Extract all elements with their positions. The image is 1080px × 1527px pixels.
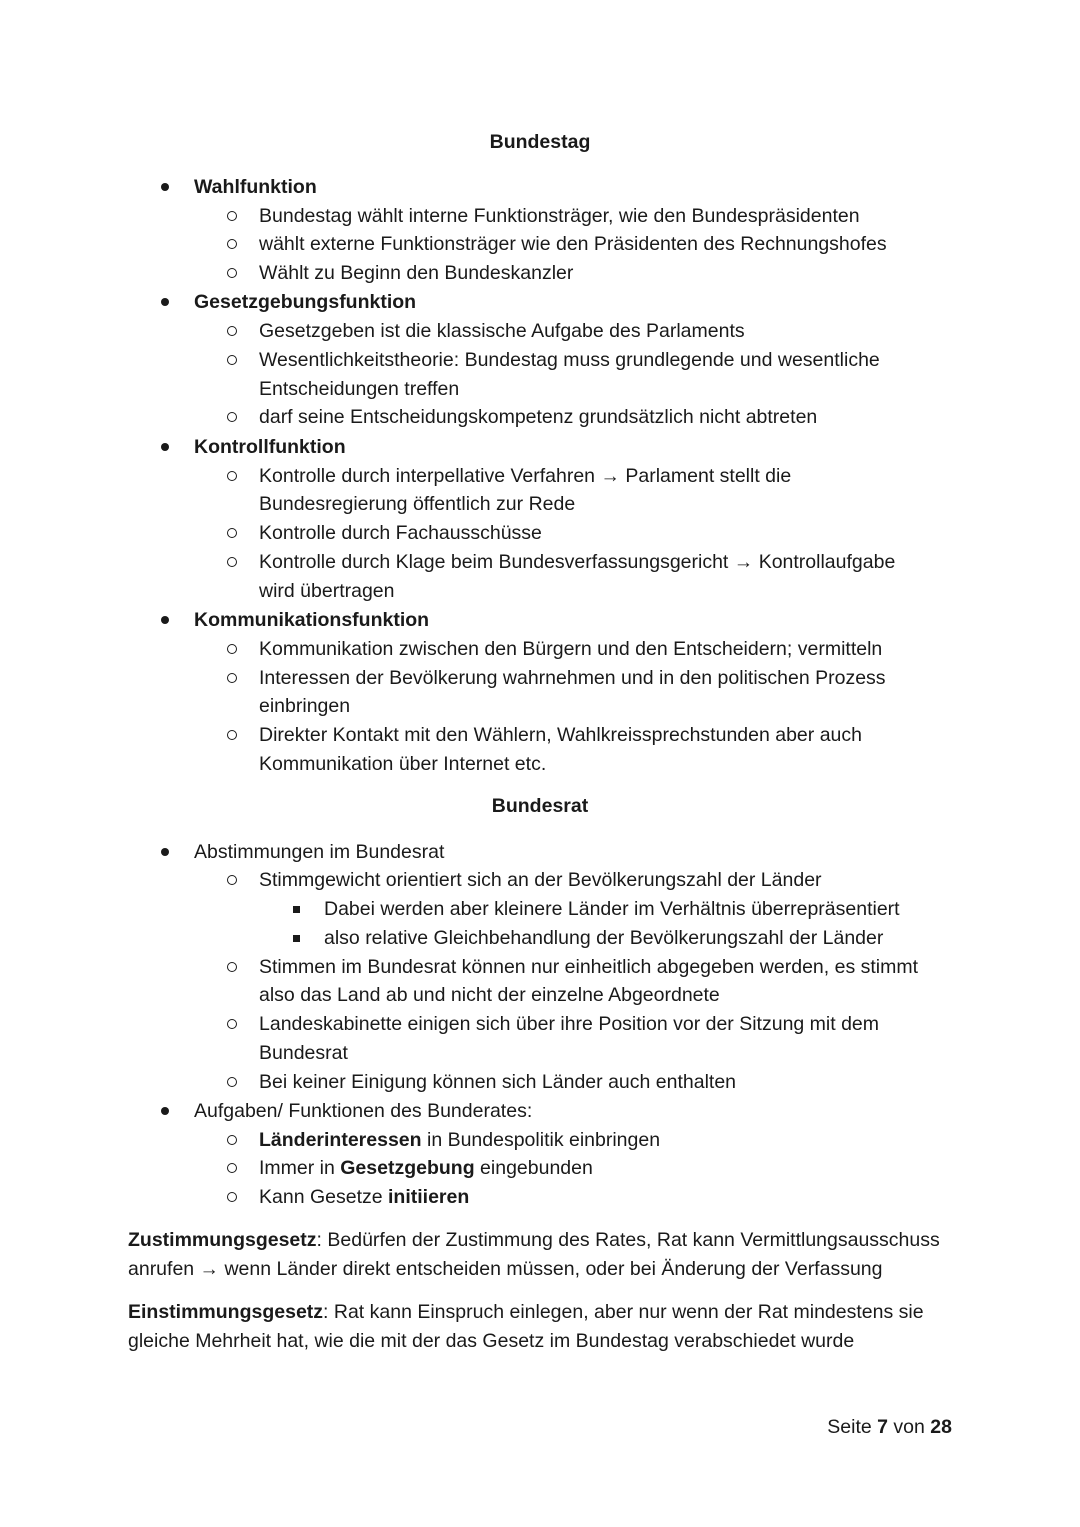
list-item: Interessen der Bevölkerung wahrnehmen und in den politischen Prozess bbox=[259, 667, 886, 689]
list-item: Landeskabinette einigen sich über ihre Position vor der Sitzung mit dem bbox=[259, 1013, 880, 1035]
heading-abstimmungen: Abstimmungen im Bundesrat bbox=[194, 841, 445, 863]
bullet-icon bbox=[158, 1097, 172, 1126]
list-item: Bei keiner Einigung können sich Länder auch enthalten bbox=[259, 1071, 737, 1093]
text: Kann Gesetze bbox=[259, 1186, 388, 1208]
definition-continuation: anrufen → wenn Länder direkt entscheiden müssen, oder bei Änderung der Verfassung bbox=[128, 1258, 883, 1280]
circle-bullet-icon bbox=[226, 1154, 240, 1183]
term: Einstimmungsgesetz bbox=[128, 1301, 324, 1323]
text: : Rat kann Einspruch einlegen, aber nur wenn der Rat mindestens sie bbox=[323, 1301, 924, 1323]
bullet-icon bbox=[158, 838, 172, 867]
circle-bullet-icon bbox=[226, 519, 240, 548]
list-item-continuation: also das Land ab und nicht der einzelne Abgeordnete bbox=[259, 984, 720, 1006]
circle-bullet-icon bbox=[226, 548, 240, 577]
page-number bbox=[827, 1413, 952, 1441]
text: Immer in bbox=[259, 1157, 341, 1179]
list-item: Gesetzgeben ist die klassische Aufgabe des Parlaments bbox=[259, 320, 745, 342]
square-bullet-icon bbox=[292, 924, 304, 953]
circle-bullet-icon bbox=[226, 230, 240, 259]
list-item: Stimmen im Bundesrat können nur einheitlich abgegeben werden, es stimmt bbox=[259, 956, 919, 978]
list-item: darf seine Entscheidungskompetenz grundsätzlich nicht abtreten bbox=[259, 406, 818, 428]
circle-bullet-icon bbox=[226, 346, 240, 375]
circle-bullet-icon bbox=[226, 635, 240, 664]
list-item: Wesentlichkeitstheorie: Bundestag muss grundlegende und wesentliche bbox=[259, 349, 880, 371]
list-item: Wählt zu Beginn den Bundeskanzler bbox=[259, 262, 574, 284]
circle-bullet-icon bbox=[226, 259, 240, 288]
list-item: Kontrolle durch Klage beim Bundesverfassungsgericht → Kontrollaufgabe bbox=[259, 551, 896, 573]
heading-gesetzgebungsfunktion: Gesetzgebungsfunktion bbox=[194, 291, 417, 313]
heading-kommunikationsfunktion: Kommunikationsfunktion bbox=[194, 609, 430, 631]
emphasis: Gesetzgebung bbox=[340, 1157, 475, 1179]
definition-zustimmungsgesetz bbox=[128, 1226, 940, 1255]
list-item-continuation: wird übertragen bbox=[259, 580, 395, 602]
list-item-continuation: Kommunikation über Internet etc. bbox=[259, 753, 547, 775]
circle-bullet-icon bbox=[226, 462, 240, 491]
list-item: Direkter Kontakt mit den Wählern, Wahlkreissprechstunden aber auch bbox=[259, 724, 862, 746]
circle-bullet-icon bbox=[226, 721, 240, 750]
list-item-continuation: einbringen bbox=[259, 695, 351, 717]
list-item bbox=[259, 1126, 660, 1155]
heading-kontrollfunktion: Kontrollfunktion bbox=[194, 436, 346, 458]
circle-bullet-icon bbox=[226, 1126, 240, 1155]
section-title-bundestag: Bundestag bbox=[489, 131, 591, 153]
sub-list-item: Dabei werden aber kleinere Länder im Verhältnis überrepräsentiert bbox=[324, 898, 900, 920]
list-item bbox=[259, 1183, 469, 1212]
bullet-icon bbox=[158, 288, 172, 317]
bullet-icon bbox=[158, 173, 172, 202]
heading-wahlfunktion: Wahlfunktion bbox=[194, 176, 317, 198]
bullet-icon bbox=[158, 606, 172, 635]
term: Zustimmungsgesetz bbox=[128, 1229, 317, 1251]
section-title-bundesrat: Bundesrat bbox=[491, 795, 589, 817]
definition-einstimmungsgesetz bbox=[128, 1298, 924, 1327]
current-page: 7 bbox=[877, 1416, 889, 1438]
list-item: Kommunikation zwischen den Bürgern und den Entscheidern; vermitteln bbox=[259, 638, 883, 660]
list-item: Kontrolle durch interpellative Verfahren → Parlament stellt die bbox=[259, 465, 792, 487]
list-item-continuation: Bundesrat bbox=[259, 1042, 348, 1064]
text: : Bedürfen der Zustimmung des Rates, Rat kann Vermittlungsausschuss bbox=[316, 1229, 940, 1251]
definition-continuation: gleiche Mehrheit hat, wie die mit der das Gesetz im Bundestag verabschiedet wurde bbox=[128, 1330, 855, 1352]
circle-bullet-icon bbox=[226, 317, 240, 346]
list-item: Stimmgewicht orientiert sich an der Bevölkerungszahl der Länder bbox=[259, 869, 822, 891]
text: von bbox=[888, 1416, 931, 1438]
text: in Bundespolitik einbringen bbox=[421, 1129, 661, 1151]
circle-bullet-icon bbox=[226, 1010, 240, 1039]
emphasis: initiieren bbox=[388, 1186, 470, 1208]
sub-list-item: also relative Gleichbehandlung der Bevölkerungszahl der Länder bbox=[324, 927, 884, 949]
circle-bullet-icon bbox=[226, 953, 240, 982]
emphasis: Länderinteressen bbox=[259, 1129, 422, 1151]
total-pages: 28 bbox=[930, 1416, 952, 1438]
circle-bullet-icon bbox=[226, 1068, 240, 1097]
bullet-icon bbox=[158, 433, 172, 462]
square-bullet-icon bbox=[292, 895, 304, 924]
text: eingebunden bbox=[474, 1157, 593, 1179]
circle-bullet-icon bbox=[226, 664, 240, 693]
circle-bullet-icon bbox=[226, 1183, 240, 1212]
list-item: wählt externe Funktionsträger wie den Präsidenten des Rechnungshofes bbox=[259, 233, 887, 255]
circle-bullet-icon bbox=[226, 403, 240, 432]
list-item-continuation: Bundesregierung öffentlich zur Rede bbox=[259, 493, 576, 515]
list-item bbox=[259, 1154, 593, 1183]
list-item-continuation: Entscheidungen treffen bbox=[259, 378, 460, 400]
list-item: Bundestag wählt interne Funktionsträger, wie den Bundespräsidenten bbox=[259, 205, 860, 227]
circle-bullet-icon bbox=[226, 202, 240, 231]
circle-bullet-icon bbox=[226, 866, 240, 895]
list-item: Kontrolle durch Fachausschüsse bbox=[259, 522, 542, 544]
heading-aufgaben: Aufgaben/ Funktionen des Bunderates: bbox=[194, 1100, 533, 1122]
text: Seite bbox=[827, 1416, 878, 1438]
